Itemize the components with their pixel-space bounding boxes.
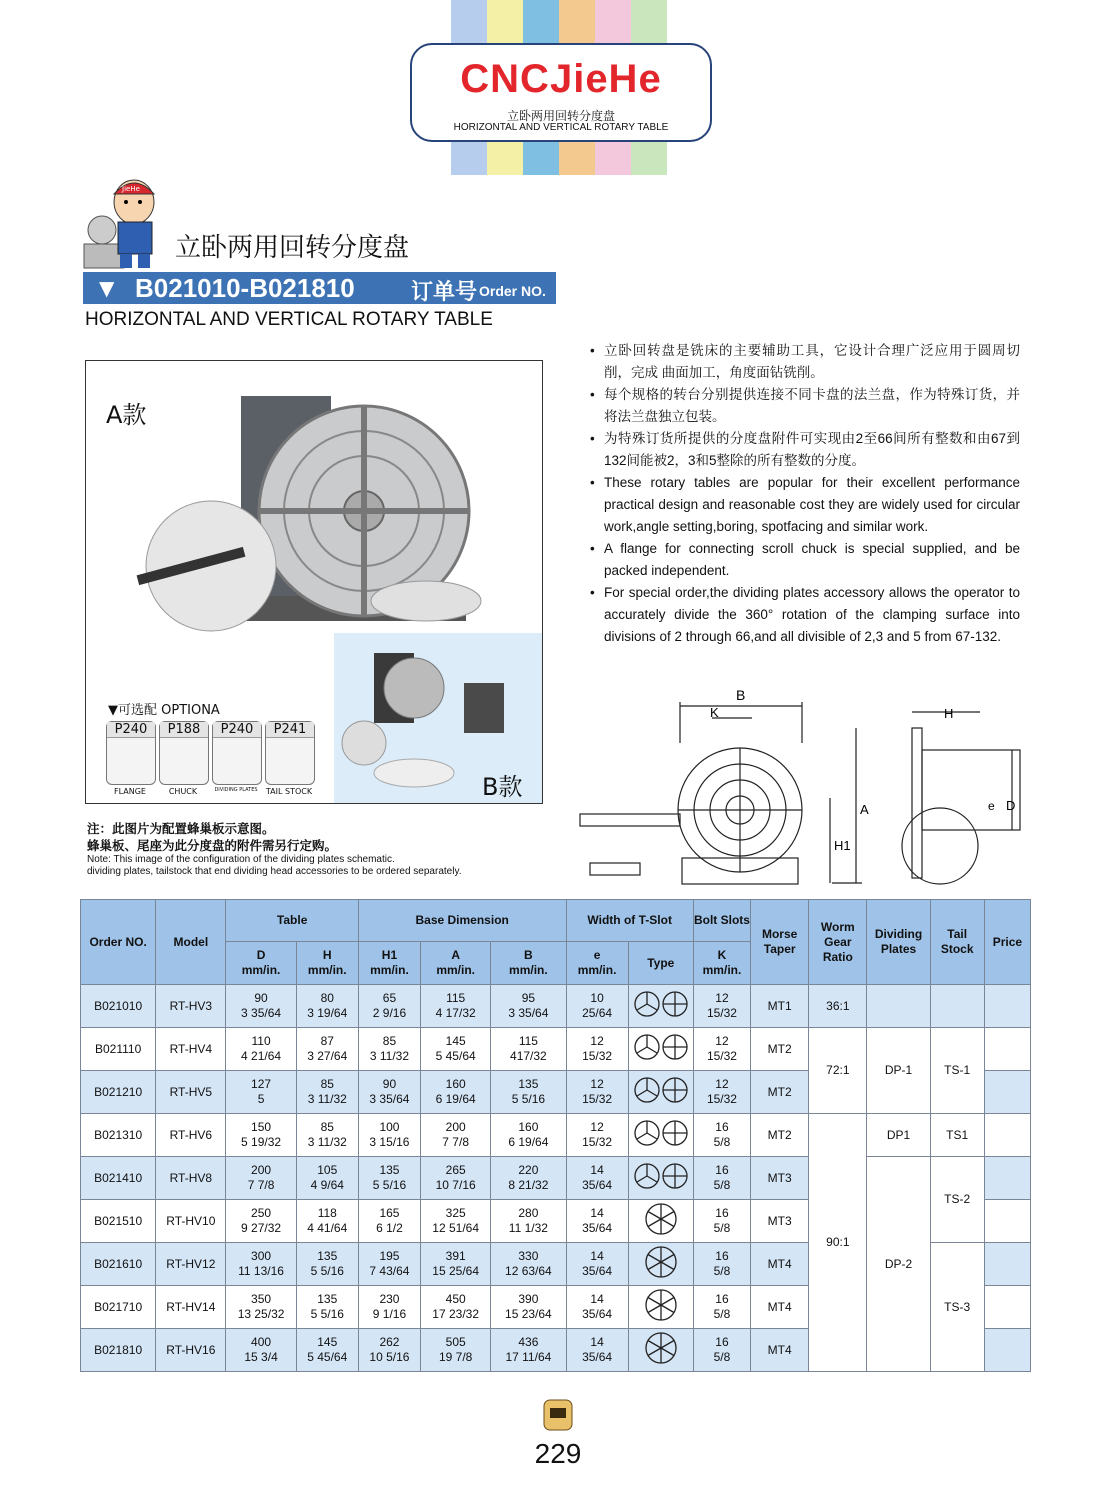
option-code: P240 bbox=[107, 722, 155, 738]
th-tail: Tail Stock bbox=[930, 900, 984, 985]
triangle-icon: ▼ bbox=[99, 276, 115, 300]
feature-text: For special order,the dividing plates accessory allows the operator to accurately divide the 360° rotation of the clamping surface into divisions of 2 through 66,and all divisible of 2,3 and 5 from 67-132. bbox=[604, 585, 1020, 644]
order-label-cn: 订单号 bbox=[411, 280, 478, 305]
cell-b: 95 3 35/64 bbox=[491, 985, 566, 1028]
tslot-type-icon bbox=[628, 1329, 693, 1372]
tslot-type-icon bbox=[628, 1200, 693, 1243]
cell-a: 115 4 17/32 bbox=[421, 985, 491, 1028]
note-cn-2: 蜂巢板、尾座为此分度盘的附件需另行定购。 bbox=[87, 838, 338, 853]
dimension-drawing bbox=[572, 688, 1032, 893]
dim-e: e bbox=[988, 799, 995, 813]
cell-model: RT-HV5 bbox=[156, 1071, 226, 1114]
tslot-type-icon bbox=[628, 1157, 693, 1200]
cell-h1: 262 10 5/16 bbox=[358, 1329, 420, 1372]
cell-h: 105 4 9/64 bbox=[296, 1157, 358, 1200]
cell-d: 127 5 bbox=[226, 1071, 296, 1114]
feature-item: • 立卧回转盘是铣床的主要辅助工具，它设计合理广泛应用于圆周切削，完成 曲面加工，角度面钻铣削。 bbox=[590, 343, 1020, 380]
cell-h1: 165 6 1/2 bbox=[358, 1200, 420, 1243]
order-range: B021010-B021810 bbox=[135, 273, 355, 303]
model-b-label: B款 bbox=[482, 773, 523, 801]
cell-morse: MT4 bbox=[751, 1329, 809, 1372]
feature-item: • 为特殊订货所提供的分度盘附件可实现由2至66间所有整数和由67到132间能被2，3和5整除的所有整数的分度。 bbox=[590, 431, 1020, 468]
cell-e: 14 35/64 bbox=[566, 1243, 628, 1286]
cell-h: 85 3 11/32 bbox=[296, 1071, 358, 1114]
feature-text: A flange for connecting scroll chuck is special supplied, and be packed independent. bbox=[604, 541, 1020, 578]
th-a: A mm/in. bbox=[421, 942, 491, 985]
cell-h: 145 5 45/64 bbox=[296, 1329, 358, 1372]
cell-k: 16 5/8 bbox=[693, 1114, 750, 1157]
options-label: ▼可选配 OPTIONA bbox=[108, 703, 220, 718]
tslot-type-icon bbox=[628, 1243, 693, 1286]
feature-item: • A flange for connecting scroll chuck is special supplied, and be packed independent. bbox=[590, 541, 1020, 578]
cell-price bbox=[984, 1157, 1030, 1200]
cell-k: 16 5/8 bbox=[693, 1329, 750, 1372]
dim-h1: H1 bbox=[834, 838, 851, 853]
note-cn-1: 注：此图片为配置蜂巢板示意图。 bbox=[87, 821, 275, 836]
cell-b: 135 5 5/16 bbox=[491, 1071, 566, 1114]
cell-tail: TS-1 bbox=[930, 1028, 984, 1114]
cell-a: 325 12 51/64 bbox=[421, 1200, 491, 1243]
cell-d: 200 7 7/8 bbox=[226, 1157, 296, 1200]
brand-logo-box bbox=[410, 43, 712, 142]
cell-b: 330 12 63/64 bbox=[491, 1243, 566, 1286]
cell-order: B021610 bbox=[81, 1243, 156, 1286]
th-morse: Morse Taper bbox=[751, 900, 809, 985]
th-k: K mm/in. bbox=[693, 942, 750, 985]
feature-item: • These rotary tables are popular for their excellent performance practical design and reasonable cost they are widely used for circular work,angle setting,boring, spotfacing and similar work. bbox=[590, 475, 1020, 534]
cell-d: 400 15 3/4 bbox=[226, 1329, 296, 1372]
th-model: Model bbox=[156, 900, 226, 985]
mascot-cap-text: JieHe bbox=[122, 185, 140, 193]
cell-d: 90 3 35/64 bbox=[226, 985, 296, 1028]
cell-a: 450 17 23/32 bbox=[421, 1286, 491, 1329]
cell-h1: 90 3 35/64 bbox=[358, 1071, 420, 1114]
cell-h: 85 3 11/32 bbox=[296, 1114, 358, 1157]
mascot-illustration bbox=[82, 172, 162, 272]
cell-morse: MT1 bbox=[751, 985, 809, 1028]
notes bbox=[87, 820, 557, 878]
page-title-en: HORIZONTAL AND VERTICAL ROTARY TABLE bbox=[85, 309, 493, 330]
cell-order: B021410 bbox=[81, 1157, 156, 1200]
cell-order: B021810 bbox=[81, 1329, 156, 1372]
table-row bbox=[81, 1157, 1031, 1200]
cell-b: 115 417/32 bbox=[491, 1028, 566, 1071]
cell-morse: MT3 bbox=[751, 1200, 809, 1243]
option-caption: CHUCK bbox=[168, 787, 198, 796]
cell-tail: TS-2 bbox=[930, 1157, 984, 1243]
cell-k: 16 5/8 bbox=[693, 1286, 750, 1329]
th-order: Order NO. bbox=[81, 900, 156, 985]
option-code: P240 bbox=[213, 722, 261, 738]
cell-h1: 230 9 1/16 bbox=[358, 1286, 420, 1329]
th-table: Table bbox=[226, 900, 358, 942]
th-type: Type bbox=[628, 942, 693, 985]
th-h1: H1 mm/in. bbox=[358, 942, 420, 985]
cell-h: 135 5 5/16 bbox=[296, 1243, 358, 1286]
cell-price bbox=[984, 985, 1030, 1028]
cell-morse: MT4 bbox=[751, 1286, 809, 1329]
dim-d: D bbox=[1006, 798, 1016, 813]
option-caption: TAIL STOCK bbox=[265, 787, 313, 796]
cell-h: 118 4 41/64 bbox=[296, 1200, 358, 1243]
brand-logo bbox=[412, 57, 710, 102]
order-number-bar bbox=[83, 272, 556, 304]
cell-model: RT-HV4 bbox=[156, 1028, 226, 1071]
cell-h1: 135 5 5/16 bbox=[358, 1157, 420, 1200]
cell-worm: 36:1 bbox=[809, 985, 867, 1028]
cell-model: RT-HV6 bbox=[156, 1114, 226, 1157]
cell-order: B021310 bbox=[81, 1114, 156, 1157]
cell-worm: 72:1 bbox=[809, 1028, 867, 1114]
tslot-type-icon bbox=[628, 985, 693, 1028]
logo-subtitle-en: HORIZONTAL AND VERTICAL ROTARY TABLE bbox=[453, 122, 669, 133]
cell-model: RT-HV16 bbox=[156, 1329, 226, 1372]
option-caption: DIVIDING PLATES bbox=[214, 787, 258, 793]
cell-d: 150 5 19/32 bbox=[226, 1114, 296, 1157]
note-en-2: dividing plates, tailstock that end dividing head accessories to be ordered separately. bbox=[87, 866, 462, 877]
page-title-cn: 立卧两用回转分度盘 bbox=[175, 233, 410, 263]
logo-subtitle-cn: 立卧两用回转分度盘 bbox=[506, 109, 615, 123]
cell-d: 110 4 21/64 bbox=[226, 1028, 296, 1071]
th-base: Base Dimension bbox=[358, 900, 566, 942]
cell-tail: TS1 bbox=[930, 1114, 984, 1157]
cell-b: 280 11 1/32 bbox=[491, 1200, 566, 1243]
cell-h1: 65 2 9/16 bbox=[358, 985, 420, 1028]
dim-a: A bbox=[860, 802, 869, 817]
cell-h: 87 3 27/64 bbox=[296, 1028, 358, 1071]
dim-b: B bbox=[736, 688, 746, 703]
cell-k: 16 5/8 bbox=[693, 1200, 750, 1243]
logo-jiehe: JieHe bbox=[549, 57, 662, 101]
cell-a: 505 19 7/8 bbox=[421, 1329, 491, 1372]
cell-e: 12 15/32 bbox=[566, 1114, 628, 1157]
cell-tail: TS-3 bbox=[930, 1243, 984, 1372]
cell-price bbox=[984, 1329, 1030, 1372]
feature-text: 为特殊订货所提供的分度盘附件可实现由2至66间所有整数和由67到132间能被2，3和5整除的所有整数的分度。 bbox=[604, 431, 1020, 468]
option-item bbox=[106, 721, 156, 785]
feature-item: • 每个规格的转台分别提供连接不同卡盘的法兰盘，作为特殊订货，并将法兰盘独立包装。 bbox=[590, 387, 1020, 424]
cell-d: 250 9 27/32 bbox=[226, 1200, 296, 1243]
option-caption: FLANGE bbox=[114, 787, 146, 796]
cell-b: 390 15 23/64 bbox=[491, 1286, 566, 1329]
cell-k: 16 5/8 bbox=[693, 1243, 750, 1286]
cell-k: 16 5/8 bbox=[693, 1157, 750, 1200]
logo-cnc: CNC bbox=[460, 57, 550, 101]
cell-dividing bbox=[867, 985, 930, 1028]
cell-e: 10 25/64 bbox=[566, 985, 628, 1028]
cell-k: 12 15/32 bbox=[693, 1028, 750, 1071]
cell-price bbox=[984, 1200, 1030, 1243]
cell-model: RT-HV3 bbox=[156, 985, 226, 1028]
option-item bbox=[265, 721, 315, 785]
cell-b: 436 17 11/64 bbox=[491, 1329, 566, 1372]
cell-price bbox=[984, 1114, 1030, 1157]
th-e: e mm/in. bbox=[566, 942, 628, 985]
cell-e: 14 35/64 bbox=[566, 1329, 628, 1372]
tslot-type-icon bbox=[628, 1028, 693, 1071]
cell-model: RT-HV14 bbox=[156, 1286, 226, 1329]
dim-h: H bbox=[944, 706, 954, 721]
table-row bbox=[81, 1114, 1031, 1157]
option-item bbox=[159, 721, 209, 785]
cell-dividing: DP-1 bbox=[867, 1028, 930, 1114]
cell-a: 200 7 7/8 bbox=[421, 1114, 491, 1157]
cell-model: RT-HV8 bbox=[156, 1157, 226, 1200]
cell-e: 14 35/64 bbox=[566, 1200, 628, 1243]
tslot-type-icon bbox=[628, 1286, 693, 1329]
cell-d: 350 13 25/32 bbox=[226, 1286, 296, 1329]
cell-price bbox=[984, 1286, 1030, 1329]
cell-worm: 90:1 bbox=[809, 1114, 867, 1372]
option-item bbox=[212, 721, 262, 785]
page-number: 229 bbox=[534, 1438, 582, 1469]
tslot-type-icon bbox=[628, 1071, 693, 1114]
cell-a: 145 5 45/64 bbox=[421, 1028, 491, 1071]
cell-a: 265 10 7/16 bbox=[421, 1157, 491, 1200]
th-b: B mm/in. bbox=[491, 942, 566, 985]
dim-k: K bbox=[710, 705, 719, 720]
th-bolt: Bolt Slots bbox=[693, 900, 750, 942]
cell-morse: MT3 bbox=[751, 1157, 809, 1200]
options-row bbox=[106, 721, 311, 799]
cell-tail bbox=[930, 985, 984, 1028]
tslot-type-icon bbox=[628, 1114, 693, 1157]
feature-text: 每个规格的转台分别提供连接不同卡盘的法兰盘，作为特殊订货，并将法兰盘独立包装。 bbox=[604, 387, 1020, 424]
cell-order: B021110 bbox=[81, 1028, 156, 1071]
cell-order: B021010 bbox=[81, 985, 156, 1028]
cell-model: RT-HV12 bbox=[156, 1243, 226, 1286]
product-photo-panel bbox=[85, 360, 543, 804]
feature-text: 立卧回转盘是铣床的主要辅助工具，它设计合理广泛应用于圆周切削，完成 曲面加工，角度面钻铣削。 bbox=[604, 343, 1020, 380]
cell-e: 14 35/64 bbox=[566, 1286, 628, 1329]
cell-model: RT-HV10 bbox=[156, 1200, 226, 1243]
model-a-label: A款 bbox=[106, 401, 147, 429]
cell-order: B021710 bbox=[81, 1286, 156, 1329]
cell-h: 80 3 19/64 bbox=[296, 985, 358, 1028]
cell-b: 160 6 19/64 bbox=[491, 1114, 566, 1157]
cell-e: 14 35/64 bbox=[566, 1157, 628, 1200]
cell-morse: MT2 bbox=[751, 1071, 809, 1114]
cell-a: 160 6 19/64 bbox=[421, 1071, 491, 1114]
cell-k: 12 15/32 bbox=[693, 1071, 750, 1114]
table-row bbox=[81, 1028, 1031, 1071]
cell-d: 300 11 13/16 bbox=[226, 1243, 296, 1286]
feature-text: These rotary tables are popular for their excellent performance practical design and reasonable cost they are widely used for circular work,angle setting,boring, spotfacing and similar work. bbox=[604, 475, 1020, 534]
th-dividing: Dividing Plates bbox=[867, 900, 930, 985]
option-code: P188 bbox=[160, 722, 208, 738]
cell-k: 12 15/32 bbox=[693, 985, 750, 1028]
option-code: P241 bbox=[266, 722, 314, 738]
feature-item: • For special order,the dividing plates accessory allows the operator to accurately divide the 360° rotation of the clamping surface into divisions of 2 through 66,and all divisible of 2,3 and 5 from 67-132. bbox=[590, 585, 1020, 644]
table-row bbox=[81, 985, 1031, 1028]
rotary-table-a-image bbox=[126, 366, 506, 636]
order-label-en: Order NO. bbox=[479, 283, 546, 299]
th-h: H mm/in. bbox=[296, 942, 358, 985]
model-b-photo bbox=[334, 633, 542, 803]
cell-price bbox=[984, 1028, 1030, 1071]
th-d: D mm/in. bbox=[226, 942, 296, 985]
cell-e: 12 15/32 bbox=[566, 1071, 628, 1114]
cell-dividing: DP1 bbox=[867, 1114, 930, 1157]
th-tslot: Width of T-Slot bbox=[566, 900, 693, 942]
cell-price bbox=[984, 1243, 1030, 1286]
cell-order: B021210 bbox=[81, 1071, 156, 1114]
cell-order: B021510 bbox=[81, 1200, 156, 1243]
cell-h: 135 5 5/16 bbox=[296, 1286, 358, 1329]
cell-b: 220 8 21/32 bbox=[491, 1157, 566, 1200]
note-en-1: Note: This image of the configuration of the dividing plates schematic. bbox=[87, 854, 395, 865]
feature-list bbox=[590, 340, 1020, 648]
th-worm: Worm Gear Ratio bbox=[809, 900, 867, 985]
cell-e: 12 15/32 bbox=[566, 1028, 628, 1071]
spec-table bbox=[80, 899, 1031, 1372]
cell-morse: MT2 bbox=[751, 1028, 809, 1071]
cell-h1: 100 3 15/16 bbox=[358, 1114, 420, 1157]
cell-price bbox=[984, 1071, 1030, 1114]
footer-mascot-icon bbox=[540, 1396, 576, 1436]
cell-h1: 85 3 11/32 bbox=[358, 1028, 420, 1071]
cell-a: 391 15 25/64 bbox=[421, 1243, 491, 1286]
cell-dividing: DP-2 bbox=[867, 1157, 930, 1372]
cell-morse: MT4 bbox=[751, 1243, 809, 1286]
cell-morse: MT2 bbox=[751, 1114, 809, 1157]
cell-h1: 195 7 43/64 bbox=[358, 1243, 420, 1286]
th-price: Price bbox=[984, 900, 1030, 985]
